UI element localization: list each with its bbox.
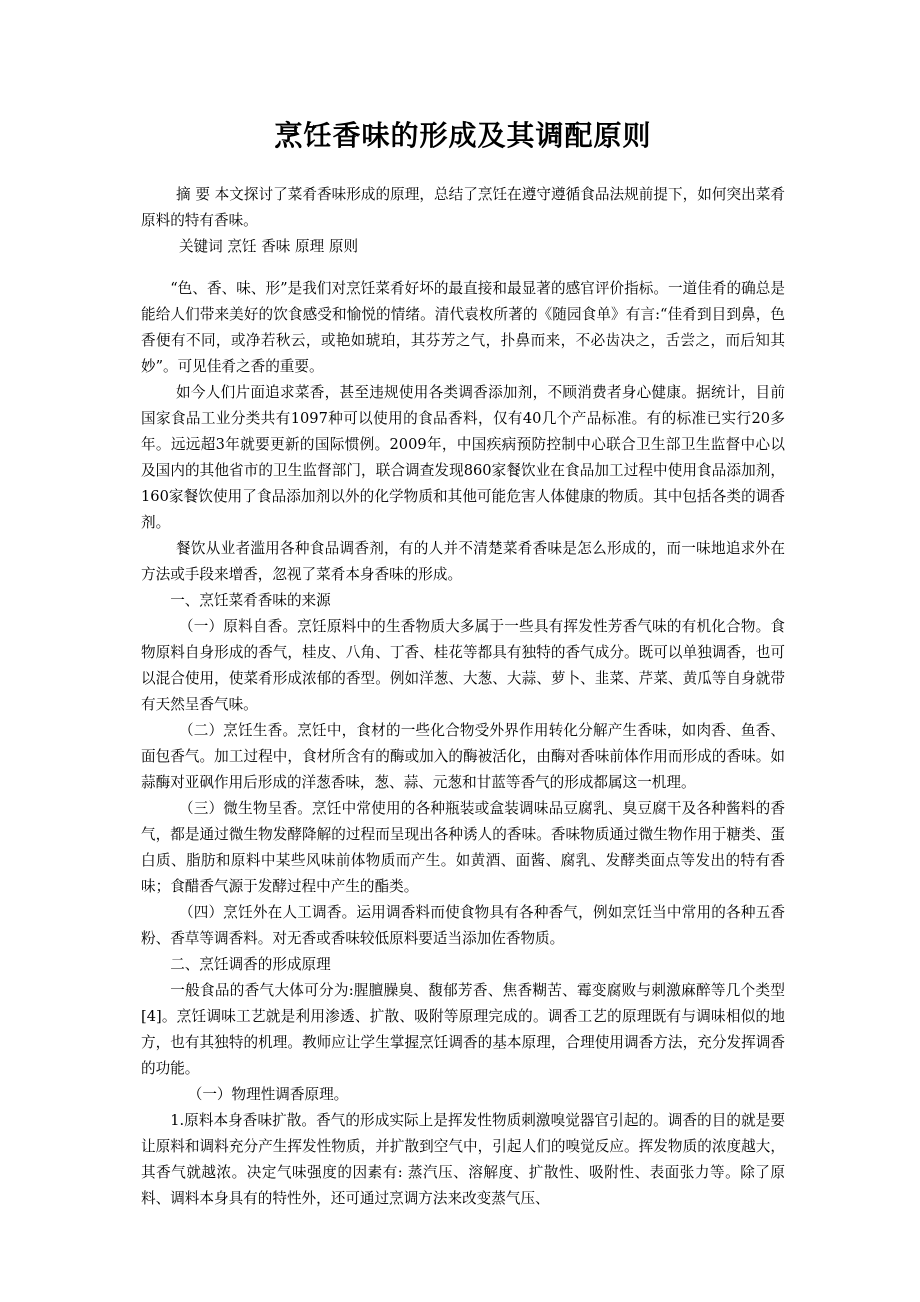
paragraph: （三）微生物呈香。烹饪中常使用的各种瓶装或盒装调味品豆腐乳、臭豆腐干及各种酱料的香气，都是通过微生物发酵降解的过程而呈现出各种诱人的香味。香味物质通过微生物作用于糖类、蛋白质、脂肪和原料中某些风味前体物质而产生。如黄酒、面酱、腐乳、发酵类面点等发出的特有香味；食醋香气源于发酵过程中产生的酯类。 bbox=[141, 800, 785, 895]
paragraph: （一）原料自香。烹饪原料中的生香物质大多属于一些具有挥发性芳香气味的有机化合物。食物原料自身形成的香气，桂皮、八角、丁香、桂花等都具有独特的香气成分。既可以单独调香，也可以混合使用，使菜肴形成浓郁的香型。例如洋葱、大葱、大蒜、萝卜、韭菜、芹菜、黄瓜等自身就带有天然呈香气味。 bbox=[141, 618, 785, 713]
section-heading: 一、烹饪菜肴香味的来源 bbox=[170, 592, 331, 609]
paragraph: （四）烹饪外在人工调香。运用调香料而使食物具有各种香气，例如烹饪当中常用的各种五香粉、香草等调香料。对无香或香味较低原料要适当添加佐香物质。 bbox=[141, 904, 785, 947]
document-body bbox=[141, 276, 785, 1212]
abstract-text: 摘 要 本文探讨了菜肴香味形成的原理，总结了烹饪在遵守遵循食品法规前提下，如何突出菜肴原料的特有香味。 bbox=[141, 186, 785, 229]
abstract-section bbox=[141, 182, 785, 260]
paragraph: 餐饮从业者滥用各种食品调香剂，有的人并不清楚菜肴香味是怎么形成的，而一味地追求外在方法或手段来增香，忽视了菜肴本身香味的形成。 bbox=[141, 540, 785, 583]
subsection-heading: （一）物理性调香原理。 bbox=[187, 1086, 349, 1103]
paragraph: 1.原料本身香味扩散。香气的形成实际上是挥发性物质刺激嗅觉器官引起的。调香的目的就是要让原料和调料充分产生挥发性物质，并扩散到空气中，引起人们的嗅觉反应。挥发物质的浓度越大，其香气就越浓。决定气味强度的因素有: 蒸汽压、溶解度、扩散性、吸附性、表面张力等。除了原料、调料本身具有的特性外，还可通过烹调方法来改变蒸气压、 bbox=[141, 1112, 785, 1207]
section-heading: 二、烹饪调香的形成原理 bbox=[170, 956, 331, 973]
document-title: 烹饪香味的形成及其调配原则 bbox=[274, 119, 652, 152]
paragraph: “色、香、味、形”是我们对烹饪菜肴好坏的最直接和最显著的感官评价指标。一道佳肴的确总是能给人们带来美好的饮食感受和愉悦的情绪。清代袁枚所著的《随园食单》有言:“佳肴到目到鼻，色香便有不同，或净若秋云，或艳如琥珀，其芬芳之气，扑鼻而来，不必齿决之，舌尝之，而后知其妙”。可见佳肴之香的重要。 bbox=[141, 280, 785, 375]
paragraph: 一般食品的香气大体可分为:腥膻臊臭、馥郁芳香、焦香糊苦、霉变腐败与刺激麻醉等几个类型[4]。烹饪调味工艺就是利用渗透、扩散、吸附等原理完成的。调香工艺的原理既有与调味相似的地方，也有其独特的机理。教师应让学生掌握烹饪调香的基本原理，合理使用调香方法，充分发挥调香的功能。 bbox=[141, 982, 785, 1077]
paragraph: （二）烹饪生香。烹饪中，食材的一些化合物受外界作用转化分解产生香味，如肉香、鱼香、面包香气。加工过程中，食材所含有的酶或加入的酶被活化，由酶对香味前体作用而形成的香味。如蒜酶对亚砜作用后形成的洋葱香味，葱、蒜、元葱和甘蓝等香气的形成都属这一机理。 bbox=[141, 722, 785, 791]
keywords-line: 关键词 烹饪 香味 原理 原则 bbox=[178, 238, 359, 255]
paragraph: 如今人们片面追求菜香，甚至违规使用各类调香添加剂，不顾消费者身心健康。据统计，目前国家食品工业分类共有1097种可以使用的食品香料，仅有40几个产品标准。有的标准已实行20多年。远远超3年就要更新的国际惯例。2009年，中国疾病预防控制中心联合卫生部卫生监督中心以及国内的其他省市的卫生监督部门，联合调查发现860家餐饮业在食品加工过程中使用食品添加剂，160家餐饮使用了食品添加剂以外的化学物质和其他可能危害人体健康的物质。其中包括各类的调香剂。 bbox=[141, 384, 785, 531]
